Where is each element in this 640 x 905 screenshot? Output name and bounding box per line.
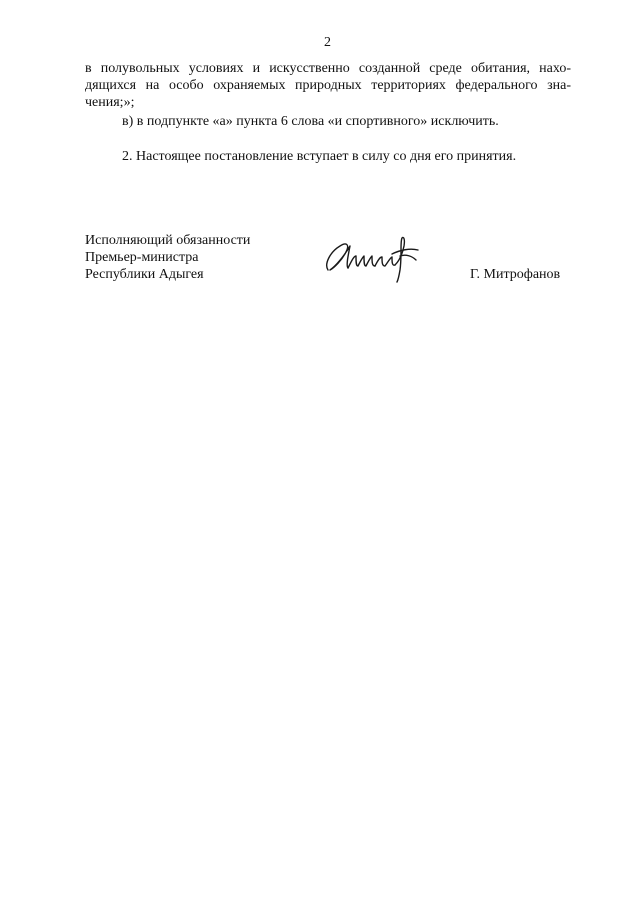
signatory-title-line: Республики Адыгея bbox=[85, 267, 204, 282]
signatory-title-line: Премьер-министра bbox=[85, 250, 199, 265]
subpoint-paragraph bbox=[85, 113, 571, 130]
handwritten-signature bbox=[318, 226, 428, 286]
amendment-paragraph bbox=[85, 60, 571, 111]
signatory-title bbox=[85, 232, 250, 283]
signatory-title-line: Исполняющий обязанности bbox=[85, 233, 251, 248]
text-line: 2. Настоящее постановление вступает в силу со дня его принятия. bbox=[122, 149, 517, 164]
page-number: 2 bbox=[324, 35, 331, 50]
signatory-name: Г. Митрофанов bbox=[470, 267, 561, 282]
text-line: в полувольных условиях и искусственно созданной среде обитания, нахо- bbox=[85, 61, 571, 76]
text-line: чения;»; bbox=[85, 95, 135, 110]
effective-date-paragraph bbox=[85, 148, 571, 165]
text-line: в) в подпункте «а» пункта 6 слова «и спортивного» исключить. bbox=[122, 114, 499, 129]
text-line: дящихся на особо охраняемых природных территориях федерального зна- bbox=[85, 78, 571, 93]
